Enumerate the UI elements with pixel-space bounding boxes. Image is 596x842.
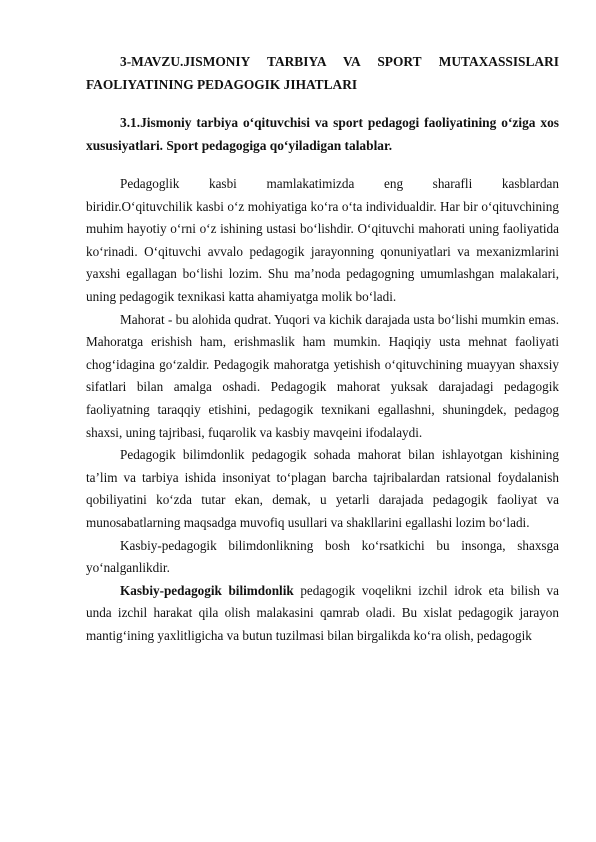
paragraph	[86, 173, 559, 309]
paragraph	[86, 580, 559, 648]
paragraph-text: biridir.O‘qituvchilik kasbi o‘z mohiyatiga ko‘ra o‘ta individualdir. Har bir o‘qituvchining muhim hayotiy o‘rni o‘z ishining ustasi bo‘lishdir. O‘qituvchi mahorati uning faoliyatida ko‘rinadi. O‘qituvchi avvalo pedagogik jarayonning qonuniyatlari va mexanizmlarini yaxshi egallagan bo‘lishi lozim. Shu ma’noda pedagogning umumlashgan malakalari, uning pedagogik texnikasi katta ahamiyatga molik bo‘ladi.	[86, 198, 559, 304]
document-body	[86, 173, 559, 647]
bold-term: Kasbiy-pedagogik bilimdonlik	[120, 582, 294, 598]
section-subtitle: 3.1.Jismoniy tarbiya o‘qituvchisi va sport pedagogi faoliyatining o‘ziga xos xususiyatlari. Sport pedagogiga qo‘yiladigan talablar.	[86, 115, 559, 153]
paragraph: Kasbiy-pedagogik bilimdonlikning bosh ko‘rsatkichi bu insonga, shaxsga yo‘nalganlikdir.	[86, 537, 559, 576]
paragraph-lead-line: Pedagoglik kasbi mamlakatimizda eng sharafli kasblardan	[120, 176, 559, 191]
document-title: 3-MAVZU.JISMONIY TARBIYA VA SPORT MUTAXASSISLARI FAOLIYATINING PEDAGOGIK JIHATLARI	[86, 54, 559, 92]
paragraph-text: pedagogik voqelikni izchil idrok eta bilish va unda izchil harakat qila olish malakasini qamrab oladi. Bu xislat pedagogik jarayon mantig‘ining yaxlitligicha va butun tuzilmasi bilan birgalikda ko‘ra olish, pedagogik	[86, 582, 559, 643]
paragraph: Pedagogik bilimdonlik pedagogik sohada mahorat bilan ishlayotgan kishining ta’lim va tarbiya ishida insoniyat to‘plagan barcha tajribalardan ratsional foydalanish qobiliyatini ko‘zda tutar ekan, demak, u yetarli darajada pedagogik faoliyat va munosabatlarning maqsadga muvofiq usullari va shakllarini egallashi lozim bo‘ladi.	[86, 447, 559, 530]
document-content	[86, 51, 559, 647]
paragraph: Mahorat - bu alohida qudrat. Yuqori va kichik darajada usta bo‘lishi mumkin emas. Mahoratga erishish ham, erishmaslik ham mumkin. Haqiqiy usta mehnat faoliyati chog‘idagina go‘zaldir. Pedagogik mahoratga yetishish o‘qituvchining muayyan shaxsiy sifatlari bilan amalga oshadi. Pedagogik mahorat yuksak darajadagi pedagogik faoliyatning taraqqiy etishini, pedagogik texnikani egallashni, shuningdek, pedagog shaxsi, uning tajribasi, fuqarolik va kasbiy mavqeini ifodalaydi.	[86, 311, 559, 440]
